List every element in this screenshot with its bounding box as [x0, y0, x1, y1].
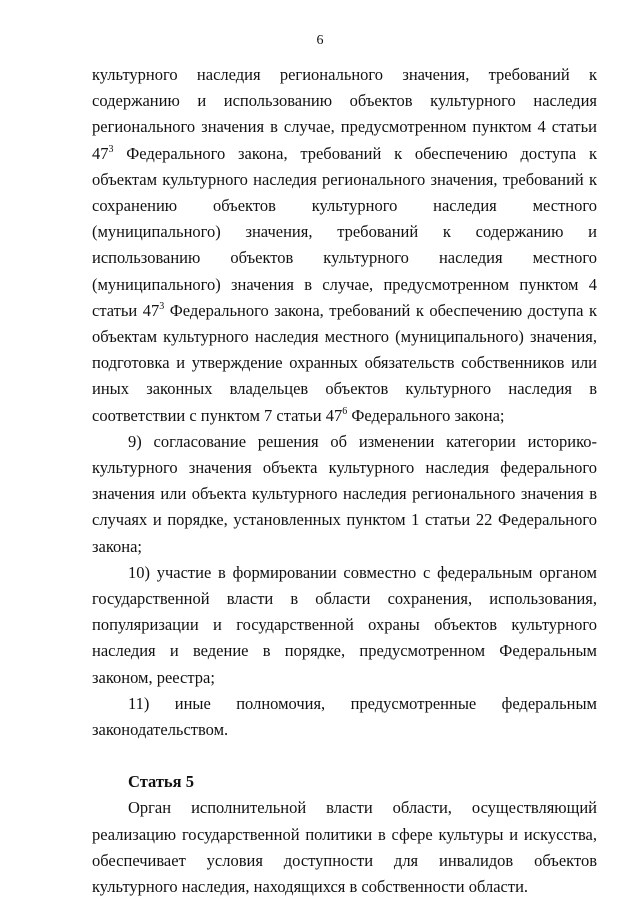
- page-number: 6: [316, 33, 324, 48]
- text-segment: 11) иные полномочия, предусмотренные федеральным законодательством.: [92, 693, 597, 740]
- superscript-index: 3: [108, 143, 114, 155]
- text-segment: 9) согласование решения об изменении категории историко-культурного значения объекта культурного наследия федерального значения или объекта культурного наследия регионального значения в случаях и порядке, установленных пунктом 1 статьи 22 Федерального закона;: [92, 431, 597, 556]
- text-segment: Федерального закона;: [347, 405, 505, 425]
- text-segment: культурного наследия регионального значения, требований к содержанию и использованию объектов культурного наследия регионального значения в случае, предусмотренном пунктом 4 статьи 47: [92, 65, 597, 163]
- article-heading: Статья 5: [128, 772, 194, 792]
- text-segment: Федерального закона, требований к обеспечению доступа к объектам культурного наследия регионального значения, требований к сохранению объектов культурного наследия местного (муниципального) значения, требований к содержанию и использованию объектов культурного наследия местного (муниципального) значения в случае, предусмотренном пунктом 4 статьи 47: [92, 143, 597, 320]
- article-paragraph: Орган исполнительной власти области, осуществляющий реализацию государственной политики в сфере культуры и искусства, обеспечивает условия доступности для инвалидов объектов культурного наследия, находящихся в собственности области.: [92, 798, 597, 897]
- superscript-index: 6: [342, 405, 348, 417]
- list-item-9: [92, 429, 597, 560]
- list-item-11: [92, 691, 597, 743]
- text-segment: 10) участие в формировании совместно с федеральным органом государственной власти в области сохранения, использования, популяризации и государственной охраны объектов культурного наследия и ведение в порядке, предусмотренном Федеральным законом, реестра;: [92, 562, 597, 687]
- paragraph-continuation: [92, 62, 597, 429]
- document-body: [92, 62, 597, 900]
- list-item-10: [92, 560, 597, 691]
- superscript-index: 3: [159, 300, 165, 312]
- text-segment: Федерального закона, требований к обеспечению доступа к объектам культурного наследия местного (муниципального) значения, подготовка и утверждение охранных обязательств собственников или иных законных владельцев объектов культурного наследия в соответствии с пунктом 7 статьи 47: [92, 300, 597, 425]
